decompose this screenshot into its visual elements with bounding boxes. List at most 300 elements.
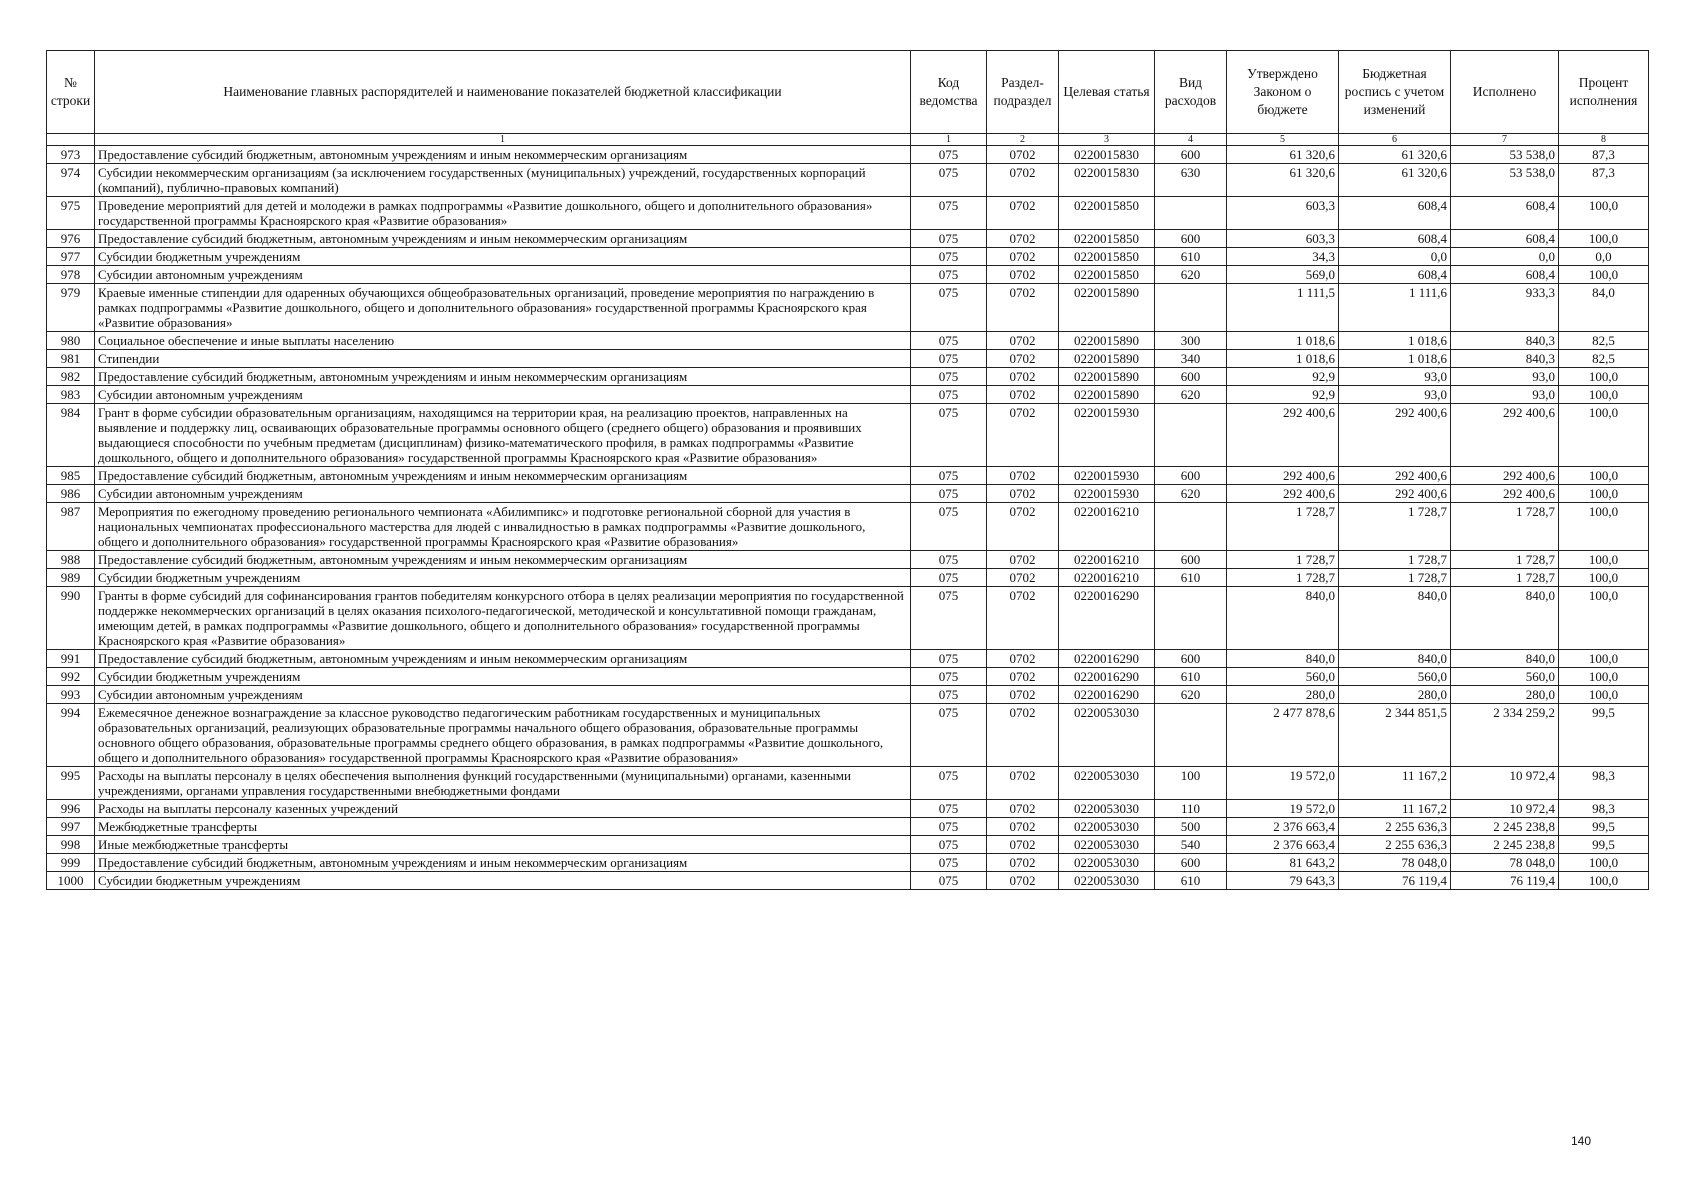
table-body xyxy=(47,146,1649,890)
budget-schedule-amount-cell: 93,0 xyxy=(1339,386,1451,404)
column-number: 2 xyxy=(987,134,1059,146)
execution-percent-cell: 100,0 xyxy=(1559,854,1649,872)
row-number-cell: 1000 xyxy=(47,872,95,890)
column-number: 1 xyxy=(95,134,911,146)
execution-percent-cell: 100,0 xyxy=(1559,569,1649,587)
row-number-cell: 979 xyxy=(47,284,95,332)
target-article-cell: 0220015890 xyxy=(1059,350,1155,368)
indicator-name-cell: Субсидии автономным учреждениям xyxy=(95,686,911,704)
row-number-cell: 986 xyxy=(47,485,95,503)
header-row-number: № строки xyxy=(47,51,95,134)
row-number-cell: 974 xyxy=(47,164,95,197)
executed-amount-cell: 292 400,6 xyxy=(1451,485,1559,503)
approved-amount-cell: 603,3 xyxy=(1227,230,1339,248)
budget-table-sheet xyxy=(46,50,1648,890)
table-row xyxy=(47,872,1649,890)
executed-amount-cell: 53 538,0 xyxy=(1451,164,1559,197)
row-number-cell: 985 xyxy=(47,467,95,485)
table-row xyxy=(47,800,1649,818)
execution-percent-cell: 0,0 xyxy=(1559,248,1649,266)
budget-schedule-amount-cell: 292 400,6 xyxy=(1339,467,1451,485)
executed-amount-cell: 292 400,6 xyxy=(1451,404,1559,467)
executed-amount-cell: 840,0 xyxy=(1451,587,1559,650)
indicator-name-cell: Субсидии некоммерческим организациям (за исключением государственных (муниципальных) учреждений, государственных корпораций (компаний), публично-правовых компаний) xyxy=(95,164,911,197)
table-row xyxy=(47,485,1649,503)
executed-amount-cell: 2 245 238,8 xyxy=(1451,836,1559,854)
execution-percent-cell: 87,3 xyxy=(1559,164,1649,197)
column-number xyxy=(47,134,95,146)
executed-amount-cell: 78 048,0 xyxy=(1451,854,1559,872)
indicator-name-cell: Ежемесячное денежное вознаграждение за классное руководство педагогическим работникам государственных и муниципальных образовательных организаций, реализующих образовательные программы начального общего образования, образовательные программы основного общего образования, образовательные программы среднего общего образования, в рамках подпрограммы «Развитие дошкольного, общего и дополнительного образования» государственной программы Красноярского края «Развитие образования» xyxy=(95,704,911,767)
execution-percent-cell: 100,0 xyxy=(1559,404,1649,467)
row-number-cell: 997 xyxy=(47,818,95,836)
execution-percent-cell: 100,0 xyxy=(1559,650,1649,668)
budget-schedule-amount-cell: 2 344 851,5 xyxy=(1339,704,1451,767)
budget-schedule-amount-cell: 292 400,6 xyxy=(1339,485,1451,503)
header-row xyxy=(47,51,1649,134)
target-article-cell: 0220016210 xyxy=(1059,551,1155,569)
execution-percent-cell: 100,0 xyxy=(1559,686,1649,704)
table-row xyxy=(47,503,1649,551)
approved-amount-cell: 1 728,7 xyxy=(1227,551,1339,569)
section-cell: 0702 xyxy=(987,854,1059,872)
row-number-cell: 987 xyxy=(47,503,95,551)
expense-type-cell xyxy=(1155,404,1227,467)
budget-schedule-amount-cell: 1 018,6 xyxy=(1339,332,1451,350)
expense-type-cell: 630 xyxy=(1155,164,1227,197)
row-number-cell: 995 xyxy=(47,767,95,800)
department-code-cell: 075 xyxy=(911,485,987,503)
executed-amount-cell: 2 334 259,2 xyxy=(1451,704,1559,767)
header-executed: Исполнено xyxy=(1451,51,1559,134)
target-article-cell: 0220016290 xyxy=(1059,668,1155,686)
department-code-cell: 075 xyxy=(911,872,987,890)
expense-type-cell: 620 xyxy=(1155,266,1227,284)
table-row xyxy=(47,332,1649,350)
indicator-name-cell: Мероприятия по ежегодному проведению регионального чемпионата «Абилимпикс» и подготовке региональной сборной для участия в национальных чемпионатах профессионального мастерства для людей с инвалидностью в рамках подпрограммы «Развитие дошкольного, общего и дополнительного образования» государственной программы Красноярского края «Развитие образования» xyxy=(95,503,911,551)
approved-amount-cell: 19 572,0 xyxy=(1227,800,1339,818)
indicator-name-cell: Расходы на выплаты персоналу казенных учреждений xyxy=(95,800,911,818)
expense-type-cell: 110 xyxy=(1155,800,1227,818)
section-cell: 0702 xyxy=(987,404,1059,467)
execution-percent-cell: 82,5 xyxy=(1559,350,1649,368)
table-row xyxy=(47,767,1649,800)
section-cell: 0702 xyxy=(987,587,1059,650)
target-article-cell: 0220015890 xyxy=(1059,284,1155,332)
budget-schedule-amount-cell: 840,0 xyxy=(1339,650,1451,668)
department-code-cell: 075 xyxy=(911,164,987,197)
execution-percent-cell: 98,3 xyxy=(1559,800,1649,818)
approved-amount-cell: 2 477 878,6 xyxy=(1227,704,1339,767)
expense-type-cell xyxy=(1155,197,1227,230)
execution-percent-cell: 100,0 xyxy=(1559,872,1649,890)
table-row xyxy=(47,248,1649,266)
indicator-name-cell: Краевые именные стипендии для одаренных обучающихся общеобразовательных организаций, проведение мероприятия по награждению в рамках подпрограммы «Развитие дошкольного, общего и дополнительного образования» государственной программы Красноярского края «Развитие образования» xyxy=(95,284,911,332)
approved-amount-cell: 2 376 663,4 xyxy=(1227,818,1339,836)
table-row xyxy=(47,386,1649,404)
approved-amount-cell: 840,0 xyxy=(1227,587,1339,650)
section-cell: 0702 xyxy=(987,332,1059,350)
indicator-name-cell: Предоставление субсидий бюджетным, автономным учреждениям и иным некоммерческим организациям xyxy=(95,467,911,485)
target-article-cell: 0220053030 xyxy=(1059,800,1155,818)
row-number-cell: 994 xyxy=(47,704,95,767)
header-target-article: Целевая статья xyxy=(1059,51,1155,134)
target-article-cell: 0220015930 xyxy=(1059,485,1155,503)
indicator-name-cell: Социальное обеспечение и иные выплаты населению xyxy=(95,332,911,350)
executed-amount-cell: 2 245 238,8 xyxy=(1451,818,1559,836)
row-number-cell: 975 xyxy=(47,197,95,230)
execution-percent-cell: 100,0 xyxy=(1559,368,1649,386)
budget-schedule-amount-cell: 61 320,6 xyxy=(1339,146,1451,164)
header-name: Наименование главных распорядителей и наименование показателей бюджетной классификации xyxy=(95,51,911,134)
header-budget-schedule: Бюджетная роспись с учетом изменений xyxy=(1339,51,1451,134)
section-cell: 0702 xyxy=(987,248,1059,266)
indicator-name-cell: Проведение мероприятий для детей и молодежи в рамках подпрограммы «Развитие дошкольного, общего и дополнительного образования» государственной программы Красноярского края «Развитие образования» xyxy=(95,197,911,230)
target-article-cell: 0220015890 xyxy=(1059,368,1155,386)
executed-amount-cell: 53 538,0 xyxy=(1451,146,1559,164)
section-cell: 0702 xyxy=(987,836,1059,854)
target-article-cell: 0220053030 xyxy=(1059,872,1155,890)
row-number-cell: 982 xyxy=(47,368,95,386)
approved-amount-cell: 1 018,6 xyxy=(1227,332,1339,350)
indicator-name-cell: Субсидии автономным учреждениям xyxy=(95,485,911,503)
indicator-name-cell: Стипендии xyxy=(95,350,911,368)
executed-amount-cell: 1 728,7 xyxy=(1451,551,1559,569)
department-code-cell: 075 xyxy=(911,284,987,332)
indicator-name-cell: Предоставление субсидий бюджетным, автономным учреждениям и иным некоммерческим организациям xyxy=(95,230,911,248)
section-cell: 0702 xyxy=(987,368,1059,386)
target-article-cell: 0220015850 xyxy=(1059,197,1155,230)
budget-schedule-amount-cell: 11 167,2 xyxy=(1339,767,1451,800)
row-number-cell: 977 xyxy=(47,248,95,266)
row-number-cell: 978 xyxy=(47,266,95,284)
approved-amount-cell: 61 320,6 xyxy=(1227,146,1339,164)
row-number-cell: 973 xyxy=(47,146,95,164)
executed-amount-cell: 840,0 xyxy=(1451,650,1559,668)
approved-amount-cell: 292 400,6 xyxy=(1227,404,1339,467)
budget-schedule-amount-cell: 560,0 xyxy=(1339,668,1451,686)
header-department-code: Код ведомства xyxy=(911,51,987,134)
department-code-cell: 075 xyxy=(911,368,987,386)
row-number-cell: 980 xyxy=(47,332,95,350)
expense-type-cell: 600 xyxy=(1155,854,1227,872)
expense-type-cell: 610 xyxy=(1155,569,1227,587)
department-code-cell: 075 xyxy=(911,248,987,266)
executed-amount-cell: 1 728,7 xyxy=(1451,569,1559,587)
indicator-name-cell: Субсидии бюджетным учреждениям xyxy=(95,569,911,587)
department-code-cell: 075 xyxy=(911,800,987,818)
executed-amount-cell: 280,0 xyxy=(1451,686,1559,704)
indicator-name-cell: Гранты в форме субсидий для софинансирования грантов победителям конкурсного отбора в целях реализации мероприятия по государственной поддержке некоммерческих организаций в целях оказания психолого-педагогической, методической и консультативной помощи гражданам, имеющим детей, в рамках подпрограммы «Развитие дошкольного, общего и дополнительного образования» государственной программы Красноярского края «Развитие образования» xyxy=(95,587,911,650)
row-number-cell: 984 xyxy=(47,404,95,467)
column-number: 8 xyxy=(1559,134,1649,146)
indicator-name-cell: Субсидии бюджетным учреждениям xyxy=(95,872,911,890)
section-cell: 0702 xyxy=(987,230,1059,248)
table-row xyxy=(47,686,1649,704)
execution-percent-cell: 100,0 xyxy=(1559,467,1649,485)
expense-type-cell: 620 xyxy=(1155,485,1227,503)
budget-schedule-amount-cell: 292 400,6 xyxy=(1339,404,1451,467)
execution-percent-cell: 100,0 xyxy=(1559,386,1649,404)
section-cell: 0702 xyxy=(987,650,1059,668)
approved-amount-cell: 292 400,6 xyxy=(1227,485,1339,503)
table-row xyxy=(47,266,1649,284)
approved-amount-cell: 603,3 xyxy=(1227,197,1339,230)
executed-amount-cell: 10 972,4 xyxy=(1451,800,1559,818)
department-code-cell: 075 xyxy=(911,404,987,467)
budget-schedule-amount-cell: 78 048,0 xyxy=(1339,854,1451,872)
indicator-name-cell: Межбюджетные трансферты xyxy=(95,818,911,836)
indicator-name-cell: Предоставление субсидий бюджетным, автономным учреждениям и иным некоммерческим организациям xyxy=(95,146,911,164)
target-article-cell: 0220053030 xyxy=(1059,854,1155,872)
indicator-name-cell: Предоставление субсидий бюджетным, автономным учреждениям и иным некоммерческим организациям xyxy=(95,551,911,569)
target-article-cell: 0220015830 xyxy=(1059,146,1155,164)
target-article-cell: 0220016290 xyxy=(1059,686,1155,704)
department-code-cell: 075 xyxy=(911,836,987,854)
expense-type-cell: 600 xyxy=(1155,551,1227,569)
budget-schedule-amount-cell: 2 255 636,3 xyxy=(1339,818,1451,836)
approved-amount-cell: 92,9 xyxy=(1227,386,1339,404)
target-article-cell: 0220016210 xyxy=(1059,503,1155,551)
approved-amount-cell: 292 400,6 xyxy=(1227,467,1339,485)
indicator-name-cell: Субсидии бюджетным учреждениям xyxy=(95,248,911,266)
column-number: 3 xyxy=(1059,134,1155,146)
table-row xyxy=(47,704,1649,767)
budget-schedule-amount-cell: 11 167,2 xyxy=(1339,800,1451,818)
budget-schedule-amount-cell: 93,0 xyxy=(1339,368,1451,386)
target-article-cell: 0220015850 xyxy=(1059,230,1155,248)
approved-amount-cell: 2 376 663,4 xyxy=(1227,836,1339,854)
budget-schedule-amount-cell: 1 018,6 xyxy=(1339,350,1451,368)
department-code-cell: 075 xyxy=(911,197,987,230)
row-number-cell: 983 xyxy=(47,386,95,404)
department-code-cell: 075 xyxy=(911,386,987,404)
table-row xyxy=(47,551,1649,569)
executed-amount-cell: 840,3 xyxy=(1451,332,1559,350)
expense-type-cell: 300 xyxy=(1155,332,1227,350)
table-row xyxy=(47,836,1649,854)
expense-type-cell: 600 xyxy=(1155,230,1227,248)
approved-amount-cell: 1 111,5 xyxy=(1227,284,1339,332)
table-row xyxy=(47,569,1649,587)
section-cell: 0702 xyxy=(987,569,1059,587)
expense-type-cell: 500 xyxy=(1155,818,1227,836)
column-number: 5 xyxy=(1227,134,1339,146)
executed-amount-cell: 76 119,4 xyxy=(1451,872,1559,890)
section-cell: 0702 xyxy=(987,197,1059,230)
executed-amount-cell: 1 728,7 xyxy=(1451,503,1559,551)
execution-percent-cell: 100,0 xyxy=(1559,485,1649,503)
table-row xyxy=(47,587,1649,650)
section-cell: 0702 xyxy=(987,767,1059,800)
execution-percent-cell: 99,5 xyxy=(1559,704,1649,767)
target-article-cell: 0220015930 xyxy=(1059,467,1155,485)
expense-type-cell: 340 xyxy=(1155,350,1227,368)
execution-percent-cell: 100,0 xyxy=(1559,230,1649,248)
expense-type-cell: 610 xyxy=(1155,668,1227,686)
indicator-name-cell: Субсидии автономным учреждениям xyxy=(95,386,911,404)
department-code-cell: 075 xyxy=(911,503,987,551)
approved-amount-cell: 61 320,6 xyxy=(1227,164,1339,197)
table-row xyxy=(47,350,1649,368)
section-cell: 0702 xyxy=(987,146,1059,164)
execution-percent-cell: 100,0 xyxy=(1559,587,1649,650)
expense-type-cell xyxy=(1155,704,1227,767)
target-article-cell: 0220015890 xyxy=(1059,332,1155,350)
table-row xyxy=(47,404,1649,467)
section-cell: 0702 xyxy=(987,551,1059,569)
budget-schedule-amount-cell: 840,0 xyxy=(1339,587,1451,650)
section-cell: 0702 xyxy=(987,686,1059,704)
table-row xyxy=(47,467,1649,485)
execution-percent-cell: 100,0 xyxy=(1559,503,1649,551)
execution-percent-cell: 100,0 xyxy=(1559,266,1649,284)
executed-amount-cell: 608,4 xyxy=(1451,266,1559,284)
header-approved: Утверждено Законом о бюджете xyxy=(1227,51,1339,134)
table-row xyxy=(47,854,1649,872)
table-row xyxy=(47,164,1649,197)
table-row xyxy=(47,650,1649,668)
department-code-cell: 075 xyxy=(911,350,987,368)
table-row xyxy=(47,668,1649,686)
budget-schedule-amount-cell: 608,4 xyxy=(1339,266,1451,284)
table-row xyxy=(47,146,1649,164)
target-article-cell: 0220053030 xyxy=(1059,818,1155,836)
section-cell: 0702 xyxy=(987,704,1059,767)
section-cell: 0702 xyxy=(987,164,1059,197)
header-expense-type: Вид расходов xyxy=(1155,51,1227,134)
table-row xyxy=(47,230,1649,248)
budget-schedule-amount-cell: 76 119,4 xyxy=(1339,872,1451,890)
approved-amount-cell: 840,0 xyxy=(1227,650,1339,668)
department-code-cell: 075 xyxy=(911,704,987,767)
target-article-cell: 0220015850 xyxy=(1059,266,1155,284)
section-cell: 0702 xyxy=(987,350,1059,368)
indicator-name-cell: Предоставление субсидий бюджетным, автономным учреждениям и иным некоммерческим организациям xyxy=(95,854,911,872)
budget-schedule-amount-cell: 608,4 xyxy=(1339,197,1451,230)
department-code-cell: 075 xyxy=(911,767,987,800)
expense-type-cell: 600 xyxy=(1155,467,1227,485)
approved-amount-cell: 81 643,2 xyxy=(1227,854,1339,872)
expense-type-cell xyxy=(1155,284,1227,332)
target-article-cell: 0220016290 xyxy=(1059,650,1155,668)
expense-type-cell: 620 xyxy=(1155,386,1227,404)
executed-amount-cell: 10 972,4 xyxy=(1451,767,1559,800)
executed-amount-cell: 933,3 xyxy=(1451,284,1559,332)
target-article-cell: 0220053030 xyxy=(1059,767,1155,800)
column-number-row xyxy=(47,134,1649,146)
section-cell: 0702 xyxy=(987,800,1059,818)
row-number-cell: 990 xyxy=(47,587,95,650)
row-number-cell: 988 xyxy=(47,551,95,569)
section-cell: 0702 xyxy=(987,872,1059,890)
row-number-cell: 996 xyxy=(47,800,95,818)
department-code-cell: 075 xyxy=(911,146,987,164)
column-number: 1 xyxy=(911,134,987,146)
target-article-cell: 0220016290 xyxy=(1059,587,1155,650)
execution-percent-cell: 87,3 xyxy=(1559,146,1649,164)
department-code-cell: 075 xyxy=(911,650,987,668)
executed-amount-cell: 292 400,6 xyxy=(1451,467,1559,485)
section-cell: 0702 xyxy=(987,485,1059,503)
execution-percent-cell: 99,5 xyxy=(1559,818,1649,836)
department-code-cell: 075 xyxy=(911,551,987,569)
budget-schedule-amount-cell: 61 320,6 xyxy=(1339,164,1451,197)
execution-percent-cell: 82,5 xyxy=(1559,332,1649,350)
execution-percent-cell: 100,0 xyxy=(1559,197,1649,230)
execution-percent-cell: 100,0 xyxy=(1559,668,1649,686)
approved-amount-cell: 79 643,3 xyxy=(1227,872,1339,890)
execution-percent-cell: 84,0 xyxy=(1559,284,1649,332)
approved-amount-cell: 1 018,6 xyxy=(1227,350,1339,368)
indicator-name-cell: Иные межбюджетные трансферты xyxy=(95,836,911,854)
indicator-name-cell: Предоставление субсидий бюджетным, автономным учреждениям и иным некоммерческим организациям xyxy=(95,650,911,668)
indicator-name-cell: Субсидии автономным учреждениям xyxy=(95,266,911,284)
indicator-name-cell: Предоставление субсидий бюджетным, автономным учреждениям и иным некоммерческим организациям xyxy=(95,368,911,386)
execution-percent-cell: 100,0 xyxy=(1559,551,1649,569)
expense-type-cell: 610 xyxy=(1155,248,1227,266)
indicator-name-cell: Расходы на выплаты персоналу в целях обеспечения выполнения функций государственными (муниципальными) органами, казенными учреждениями, органами управления государственными внебюджетными фондами xyxy=(95,767,911,800)
section-cell: 0702 xyxy=(987,818,1059,836)
target-article-cell: 0220015830 xyxy=(1059,164,1155,197)
target-article-cell: 0220015890 xyxy=(1059,386,1155,404)
executed-amount-cell: 0,0 xyxy=(1451,248,1559,266)
budget-schedule-amount-cell: 608,4 xyxy=(1339,230,1451,248)
executed-amount-cell: 560,0 xyxy=(1451,668,1559,686)
expense-type-cell: 600 xyxy=(1155,650,1227,668)
department-code-cell: 075 xyxy=(911,818,987,836)
table-row xyxy=(47,197,1649,230)
department-code-cell: 075 xyxy=(911,230,987,248)
expense-type-cell: 100 xyxy=(1155,767,1227,800)
expense-type-cell: 600 xyxy=(1155,368,1227,386)
department-code-cell: 075 xyxy=(911,686,987,704)
indicator-name-cell: Субсидии бюджетным учреждениям xyxy=(95,668,911,686)
row-number-cell: 981 xyxy=(47,350,95,368)
executed-amount-cell: 608,4 xyxy=(1451,230,1559,248)
executed-amount-cell: 93,0 xyxy=(1451,386,1559,404)
executed-amount-cell: 93,0 xyxy=(1451,368,1559,386)
approved-amount-cell: 92,9 xyxy=(1227,368,1339,386)
table-row xyxy=(47,368,1649,386)
expense-type-cell: 610 xyxy=(1155,872,1227,890)
approved-amount-cell: 569,0 xyxy=(1227,266,1339,284)
table-row xyxy=(47,284,1649,332)
row-number-cell: 992 xyxy=(47,668,95,686)
approved-amount-cell: 19 572,0 xyxy=(1227,767,1339,800)
executed-amount-cell: 840,3 xyxy=(1451,350,1559,368)
expense-type-cell: 540 xyxy=(1155,836,1227,854)
expense-type-cell: 600 xyxy=(1155,146,1227,164)
section-cell: 0702 xyxy=(987,266,1059,284)
column-number: 4 xyxy=(1155,134,1227,146)
expense-type-cell: 620 xyxy=(1155,686,1227,704)
section-cell: 0702 xyxy=(987,386,1059,404)
execution-percent-cell: 98,3 xyxy=(1559,767,1649,800)
budget-table xyxy=(46,50,1649,890)
page-number: 140 xyxy=(1571,1134,1592,1148)
column-number: 7 xyxy=(1451,134,1559,146)
target-article-cell: 0220015850 xyxy=(1059,248,1155,266)
budget-schedule-amount-cell: 2 255 636,3 xyxy=(1339,836,1451,854)
expense-type-cell xyxy=(1155,587,1227,650)
section-cell: 0702 xyxy=(987,284,1059,332)
executed-amount-cell: 608,4 xyxy=(1451,197,1559,230)
execution-percent-cell: 99,5 xyxy=(1559,836,1649,854)
department-code-cell: 075 xyxy=(911,587,987,650)
target-article-cell: 0220016210 xyxy=(1059,569,1155,587)
budget-schedule-amount-cell: 1 728,7 xyxy=(1339,569,1451,587)
